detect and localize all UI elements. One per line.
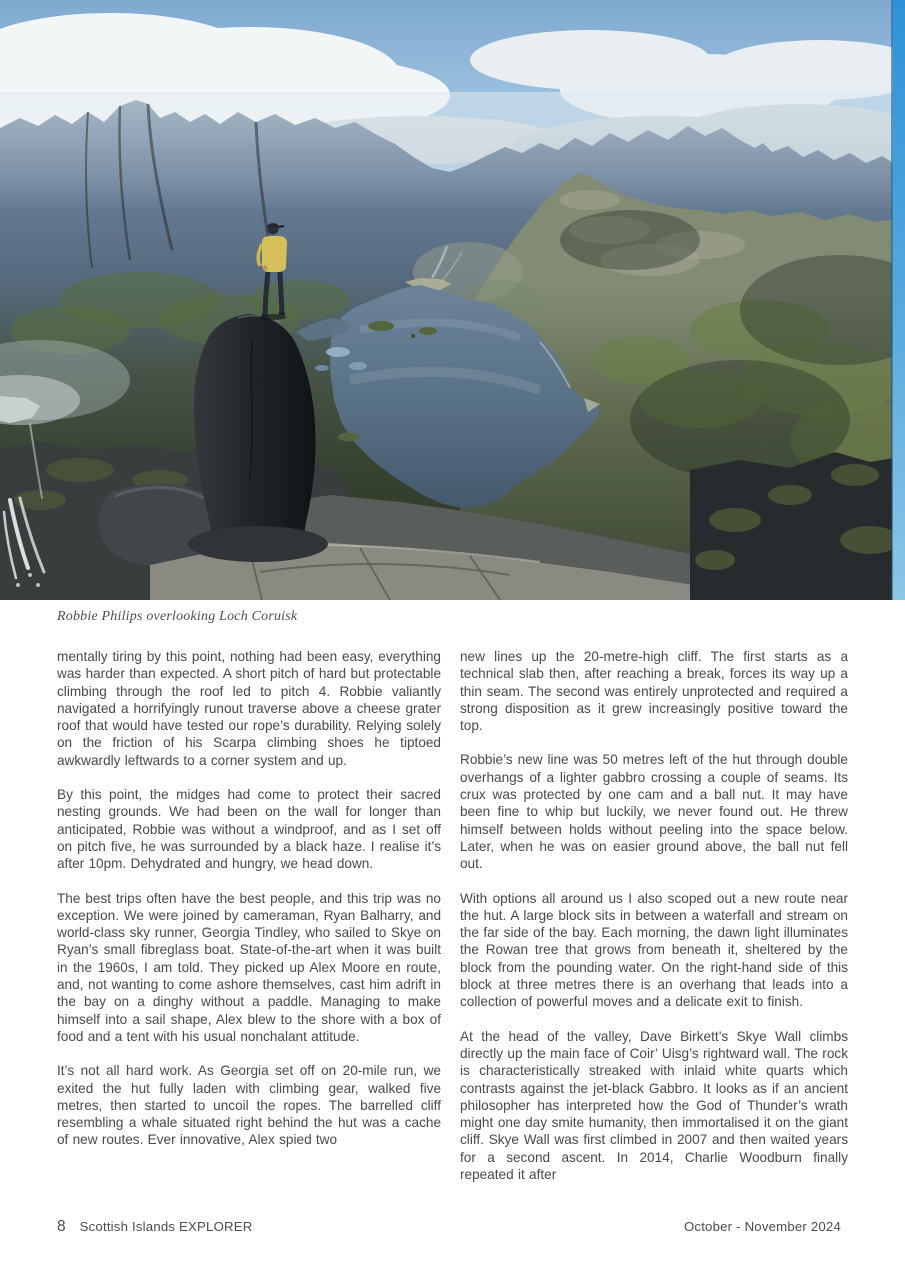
paragraph: It’s not all hard work. As Georgia set off on 20-mile run, we exited the hut fully laden with climbing gear, walked five metres, then started to uncoil the ropes. The barrelled cliff resembling a whale situated right behind the hut was a cache of new routes. Ever innovative, Alex spied two [57,1063,441,1148]
paragraph: new lines up the 20-metre-high cliff. The first starts as a technical slab then, after reaching a break, forces its way up a thin seam. The second was entirely unprotected and required a strong disposition as it grew increasingly positive toward the top. [460,649,848,734]
page-number: 8 [57,1218,66,1235]
issue-date: October - November 2024 [683,1219,841,1234]
page-footer [0,1218,905,1236]
article-column-right [460,648,848,1183]
paragraph: With options all around us I also scoped out a new route near the hut. A large block sits in between a waterfall and stream on the far side of the bay. Each morning, the dawn light illuminates the Rowan tree that grows from beneath it, sheltered by the block from the pounding water. On the right-hand side of this block at three metres there is an overhang that leads into a collection of powerful moves and a delicate exit to finish. [460,890,848,1010]
article-body [57,648,848,1183]
article-column-left [57,648,441,1183]
hero-photo [0,0,905,600]
photo-caption: Robbie Philips overlooking Loch Coruisk [57,609,298,624]
footer-left [57,1218,252,1236]
page-edge-strip [891,0,905,600]
paragraph: mentally tiring by this point, nothing had been easy, everything was harder than expected. A short pitch of hard but protectable climbing through the roof led to pitch 4. Robbie valiantly navigated a horrifyingly runout traverse above a cheese grater roof that would have tested our rope’s durability. Relying solely on the friction of his Scarpa climbing shoes he tiptoed awkwardly leftwards to a corner system and up. [57,649,441,768]
hero-photo-art [0,0,905,600]
paragraph: At the head of the valley, Dave Birkett’s Skye Wall climbs directly up the main face of Coir’ Uisg’s rightward wall. The rock is characteristically streaked with inlaid white quarts which contrasts against the jet-black Gabbro. It looks as if an ancient philosopher has interpreted how the God of Thunder’s wrath might one day smite humanity, then immortalised it on the giant cliff. Skye Wall was first climbed in 2007 and then waited years for a second ascent. In 2014, Charlie Woodburn finally repeated it after [460,1028,848,1183]
paragraph: Robbie’s new line was 50 metres left of the hut through double overhangs of a lighter gabbro crossing a couple of seams. Its crux was protected by one cam and a ball nut. It may have been fine to whip but luckily, we never found out. He threw himself between holds without peeling into the space below. Later, when he was on easier ground above, the ball nut fell out. [460,752,848,872]
magazine-title: Scottish Islands EXPLORER [79,1219,253,1234]
paragraph: The best trips often have the best people, and this trip was no exception. We were joined by cameraman, Ryan Balharry, and world-class sky runner, Georgia Tindley, who sailed to Skye on Ryan’s small fibreglass boat. State-of-the-art when it was built in the 1960s, I am told. They picked up Alex Moore en route, and, not wanting to come ashore themselves, cast him adrift in the bay on a dinghy without a paddle. Managing to make himself into a sail shape, Alex blew to the shore with a box of food and a tent with his usual nonchalant attitude. [57,890,441,1044]
paragraph: By this point, the midges had come to protect their sacred nesting grounds. We had been on the wall for longer than anticipated, Robbie was without a windproof, and as I set off on pitch five, he was surrounded by a black haze. I realise it’s after 10pm. Dehydrated and hungry, we head down. [57,787,441,872]
